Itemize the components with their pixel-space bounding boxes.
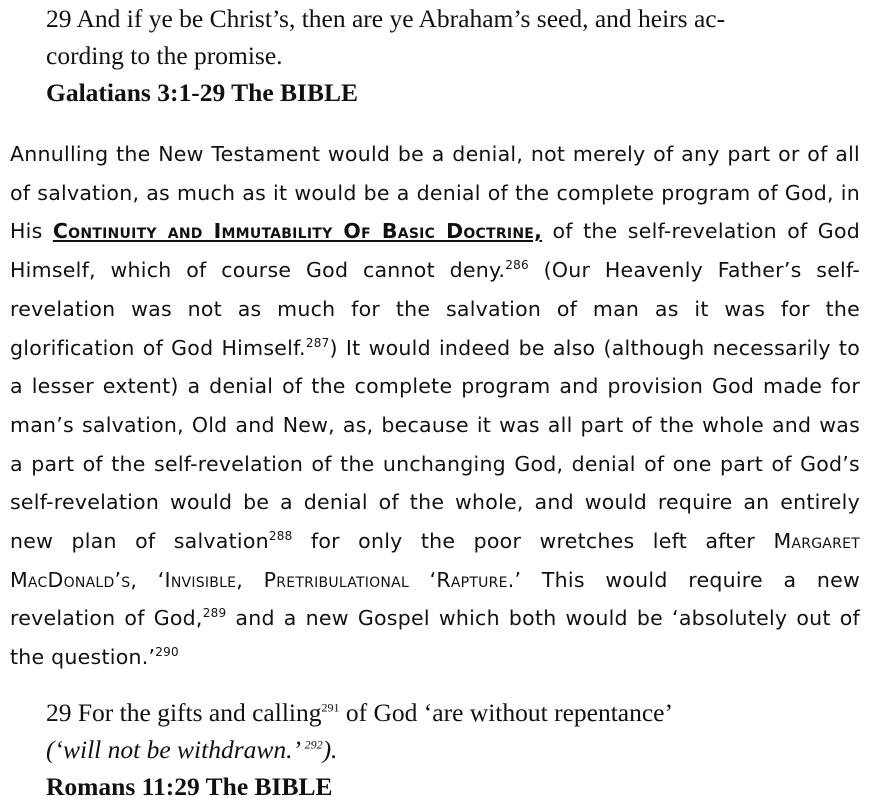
rapture-term: Invisible, Pretribulational ‘Rapture bbox=[164, 567, 508, 592]
emphasis-heading: Continuity and Immutability Of Basic Doctrine, bbox=[52, 219, 543, 244]
paragraph-text: ) It would indeed be also (although necessarily to a lesser extent) a denial of the complete program and provision God made for man’s salvation, Old and New, as, because it was all part of the whole and was a part of the self-revelation of the unchanging God, denial of one part of God’s self-revelation would be a denial of the whole, and would require an entirely new plan of salvation bbox=[10, 335, 860, 554]
paragraph-text: .’ This would require a new revelation of God, bbox=[10, 567, 860, 631]
main-paragraph bbox=[10, 135, 860, 677]
galatians-verse-block bbox=[46, 0, 846, 111]
verse-italic-text: (‘will not be withdrawn.’ bbox=[46, 735, 305, 764]
verse-reference: Galatians 3:1-29 The BIBLE bbox=[46, 78, 358, 107]
paragraph-text: of the self-revelation of God Himself, which of course God cannot deny. bbox=[10, 219, 860, 283]
paragraph-text: , ‘ bbox=[130, 567, 165, 592]
footnote-ref: 290 bbox=[155, 645, 179, 660]
footnote-ref: 286 bbox=[505, 258, 529, 273]
footnote-ref: 291 bbox=[321, 700, 340, 715]
person-name: Margaret MacDonald’s bbox=[10, 529, 861, 592]
footnote-ref: 287 bbox=[305, 335, 330, 350]
footnote-ref: 289 bbox=[202, 606, 227, 621]
paragraph-text: and a new Gospel which both would be ‘absolutely out of the question.’ bbox=[10, 606, 860, 670]
paragraph-text: for only the poor wretches left after bbox=[292, 529, 774, 554]
verse-italic-text: ). bbox=[322, 735, 338, 764]
verse-text: of God ‘are without repentance’ bbox=[339, 698, 673, 727]
footnote-ref: 288 bbox=[268, 529, 293, 544]
verse-line: cording to the promise. bbox=[46, 41, 283, 70]
verse-text: 29 For the gifts and calling bbox=[46, 698, 322, 727]
footnote-ref: 292 bbox=[304, 737, 323, 752]
paragraph-text: Annulling the New Testament would be a denial, not merely of any part or of all of salvation, as much as it would be a denial of the complete program of God, in His bbox=[10, 142, 860, 244]
paragraph-text: (Our Heavenly Father’s self-revelation was not as much for the salvation of man as it was for the glorification of God Himself. bbox=[10, 258, 860, 360]
verse-reference: Romans 11:29 The BIBLE bbox=[46, 772, 333, 801]
romans-verse-block bbox=[46, 694, 846, 805]
verse-line: 29 And if ye be Christ’s, then are ye Abraham’s seed, and heirs ac- bbox=[46, 4, 726, 33]
